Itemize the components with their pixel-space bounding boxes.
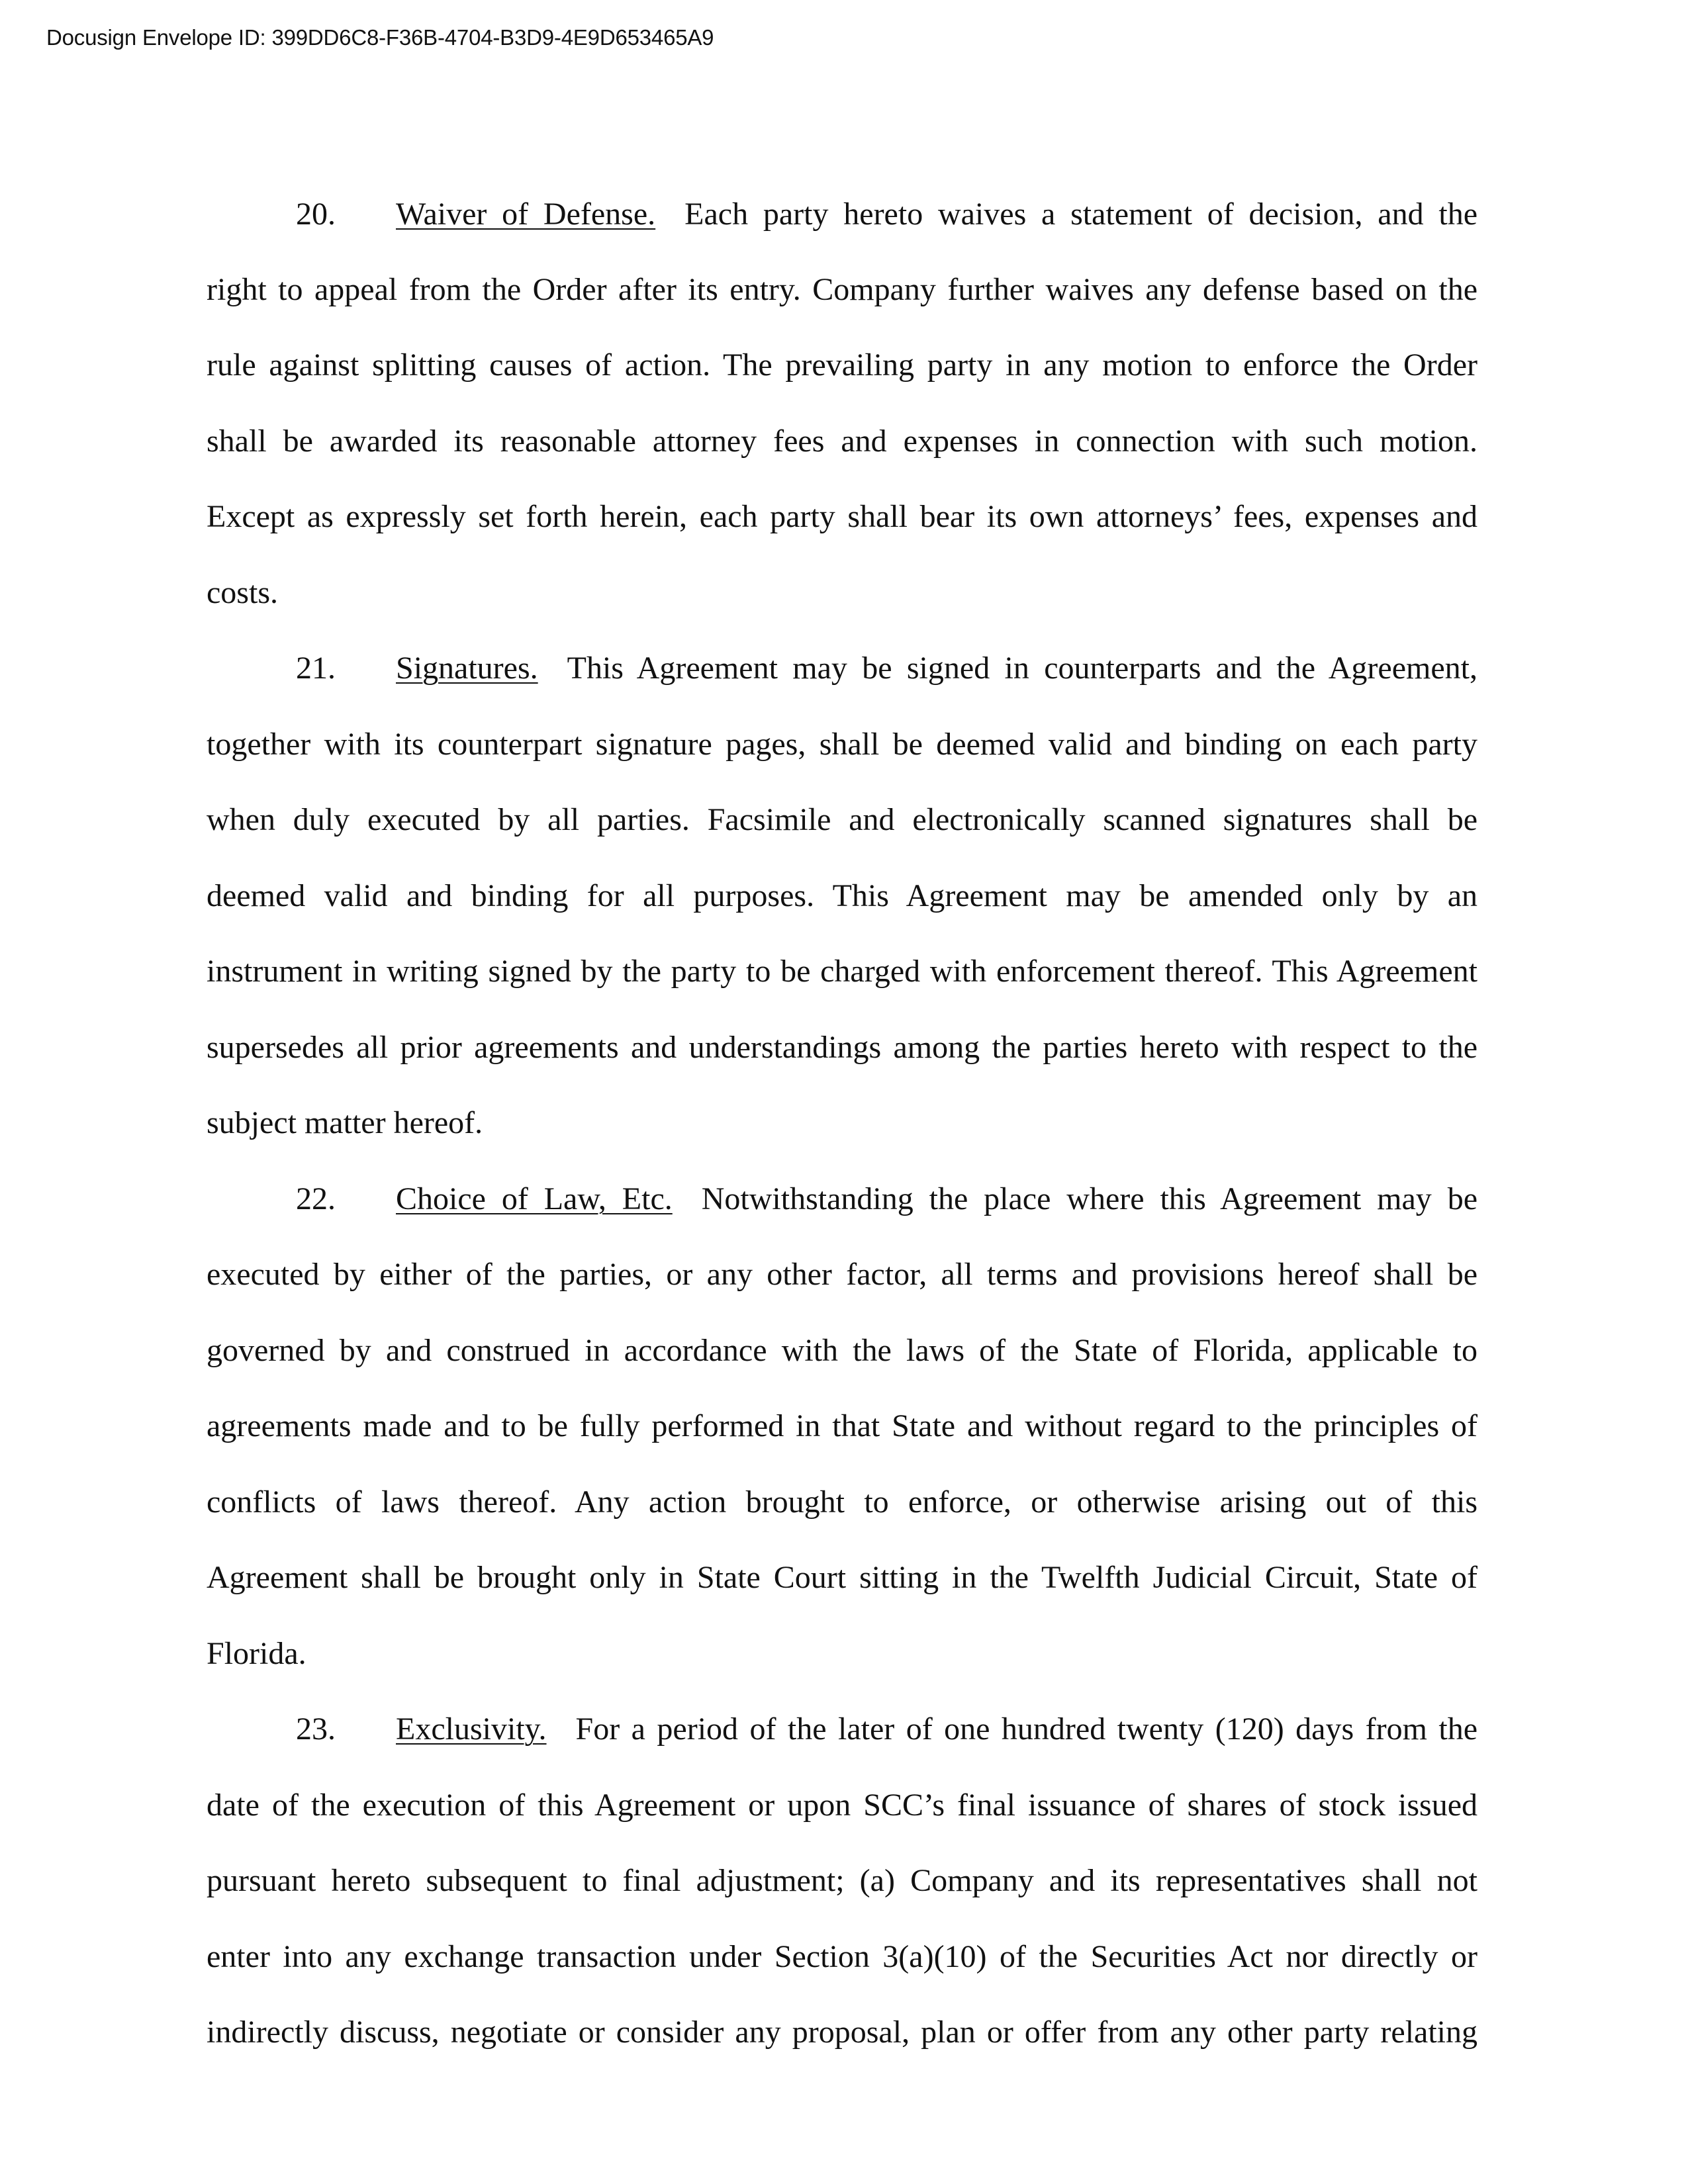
paragraph-line: Except as expressly set forth herein, each party shall bear its own attorneys’ fees, expenses and — [207, 499, 1477, 534]
paragraph-line: Florida. — [207, 1636, 306, 1671]
paragraph-heading: Signatures. — [396, 651, 538, 686]
paragraph-heading: Waiver of Defense. — [396, 197, 656, 232]
paragraph-line: indirectly discuss, negotiate or consider any proposal, plan or offer from any other party relating — [207, 2015, 1477, 2050]
paragraph-line: Agreement shall be brought only in State Court sitting in the Twelfth Judicial Circuit, State of — [207, 1560, 1477, 1595]
paragraph-line: deemed valid and binding for all purposes. This Agreement may be amended only by an — [207, 878, 1477, 913]
paragraph-line: right to appeal from the Order after its entry. Company further waives any defense based on the — [207, 272, 1477, 307]
paragraph-text: For a period of the later of one hundred twenty (120) days from the — [575, 1711, 1477, 1747]
paragraph-line: rule against splitting causes of action. The prevailing party in any motion to enforce the Order — [207, 347, 1477, 383]
paragraph-line: executed by either of the parties, or any other factor, all terms and provisions hereof shall be — [207, 1257, 1477, 1292]
paragraph-21-first-line — [207, 649, 1477, 688]
paragraph-20-first-line — [207, 195, 1477, 234]
paragraph-heading: Exclusivity. — [396, 1711, 547, 1747]
paragraph-text: Notwithstanding the place where this Agreement may be — [701, 1181, 1477, 1216]
paragraph-line: subject matter hereof. — [207, 1105, 483, 1140]
paragraph-line: when duly executed by all parties. Facsimile and electronically scanned signatures shall be — [207, 802, 1477, 837]
paragraph-line: pursuant hereto subsequent to final adjustment; (a) Company and its representatives shall not — [207, 1863, 1477, 1898]
paragraph-line: date of the execution of this Agreement or upon SCC’s final issuance of shares of stock issued — [207, 1788, 1477, 1823]
paragraph-line: shall be awarded its reasonable attorney fees and expenses in connection with such motion. — [207, 424, 1477, 459]
paragraph-line: conflicts of laws thereof. Any action brought to enforce, or otherwise arising out of this — [207, 1484, 1477, 1520]
paragraph-22-first-line — [207, 1179, 1477, 1219]
paragraph-number: 22. — [296, 1181, 336, 1216]
paragraph-line: supersedes all prior agreements and understandings among the parties hereto with respect to the — [207, 1030, 1477, 1065]
paragraph-line: instrument in writing signed by the party to be charged with enforcement thereof. This Agreement — [207, 954, 1477, 989]
paragraph-text: Each party hereto waives a statement of decision, and the — [684, 197, 1478, 232]
paragraph-line: together with its counterpart signature pages, shall be deemed valid and binding on each party — [207, 727, 1477, 762]
paragraph-number: 23. — [296, 1711, 336, 1747]
paragraph-number: 20. — [296, 197, 336, 232]
paragraph-line: enter into any exchange transaction under Section 3(a)(10) of the Securities Act nor directly or — [207, 1939, 1477, 1974]
paragraph-number: 21. — [296, 651, 336, 686]
paragraph-line: agreements made and to be fully performed in that State and without regard to the principles of — [207, 1408, 1477, 1443]
paragraph-23-first-line — [207, 1709, 1477, 1749]
paragraph-text: This Agreement may be signed in counterparts and the Agreement, — [567, 651, 1477, 686]
paragraph-line: costs. — [207, 575, 278, 610]
docusign-envelope-id: Docusign Envelope ID: 399DD6C8-F36B-4704-B3D9-4E9D653465A9 — [46, 25, 714, 50]
paragraph-line: governed by and construed in accordance with the laws of the State of Florida, applicable to — [207, 1333, 1477, 1368]
paragraph-heading: Choice of Law, Etc. — [396, 1181, 673, 1216]
